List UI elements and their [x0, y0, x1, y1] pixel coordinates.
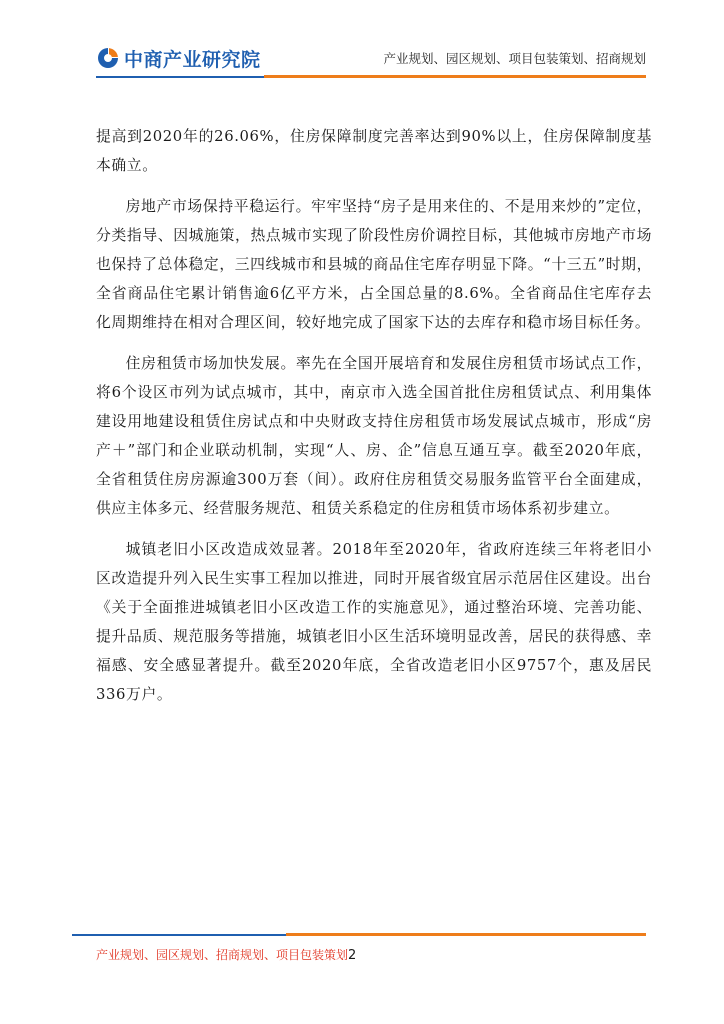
page-number: 2: [348, 948, 357, 963]
header-divider-blue: [96, 76, 264, 78]
paragraph-1: 提高到2020年的26.06%，住房保障制度完善率达到90%以上，住房保障制度基本确立。: [96, 128, 652, 174]
footer-tagline: 产业规划、园区规划、招商规划、项目包装策划: [96, 948, 349, 962]
header-divider-orange: [264, 75, 646, 78]
paragraph-4: 城镇老旧小区改造成效显著。2018年至2020年，省政府连续三年将老旧小区改造提升列入民生实事工程加以推进，同时开展省级宜居示范居住区建设。出台《关于全面推进城镇老旧小区改造工作的实施意见》，通过整治环境、完善功能、提升品质、规范服务等措施，城镇老旧小区生活环境明显改善，居民的获得感、幸福感、安全感显著提升。截至2020年底，全省改造老旧小区9757个，惠及居民336万户。: [96, 541, 652, 703]
footer-divider-blue: [72, 934, 286, 936]
document-body: [96, 122, 652, 721]
page-footer: [96, 946, 356, 963]
paragraph-2: 房地产市场保持平稳运行。牢牢坚持“房子是用来住的、不是用来炒的”定位，分类指导、因城施策，热点城市实现了阶段性房价调控目标，其他城市房地产市场也保持了总体稳定，三四线城市和县城的商品住宅库存明显下降。“十三五”时期，全省商品住宅累计销售逾6亿平方米，占全国总量的8.6%。全省商品住宅库存去化周期维持在相对合理区间，较好地完成了国家下达的去库存和稳市场目标任务。: [96, 198, 652, 331]
logo-text: 中商产业研究院: [124, 48, 261, 71]
company-logo: [96, 44, 261, 72]
footer-divider-orange: [286, 933, 646, 936]
header-tagline: 产业规划、园区规划、项目包装策划、招商规划: [383, 51, 646, 66]
page-header: [0, 0, 724, 80]
paragraph-3: 住房租赁市场加快发展。率先在全国开展培育和发展住房租赁市场试点工作，将6个设区市列为试点城市，其中，南京市入选全国首批住房租赁试点、利用集体建设用地建设租赁住房试点和中央财政支持住房租赁市场发展试点城市，形成“房产＋”部门和企业联动机制，实现“人、房、企”信息互通互享。截至2020年底，全省租赁住房房源逾300万套（间）。政府住房租赁交易服务监管平台全面建成，供应主体多元、经营服务规范、租赁关系稳定的住房租赁市场体系初步建立。: [96, 355, 652, 517]
logo-mark-icon: [96, 46, 120, 70]
